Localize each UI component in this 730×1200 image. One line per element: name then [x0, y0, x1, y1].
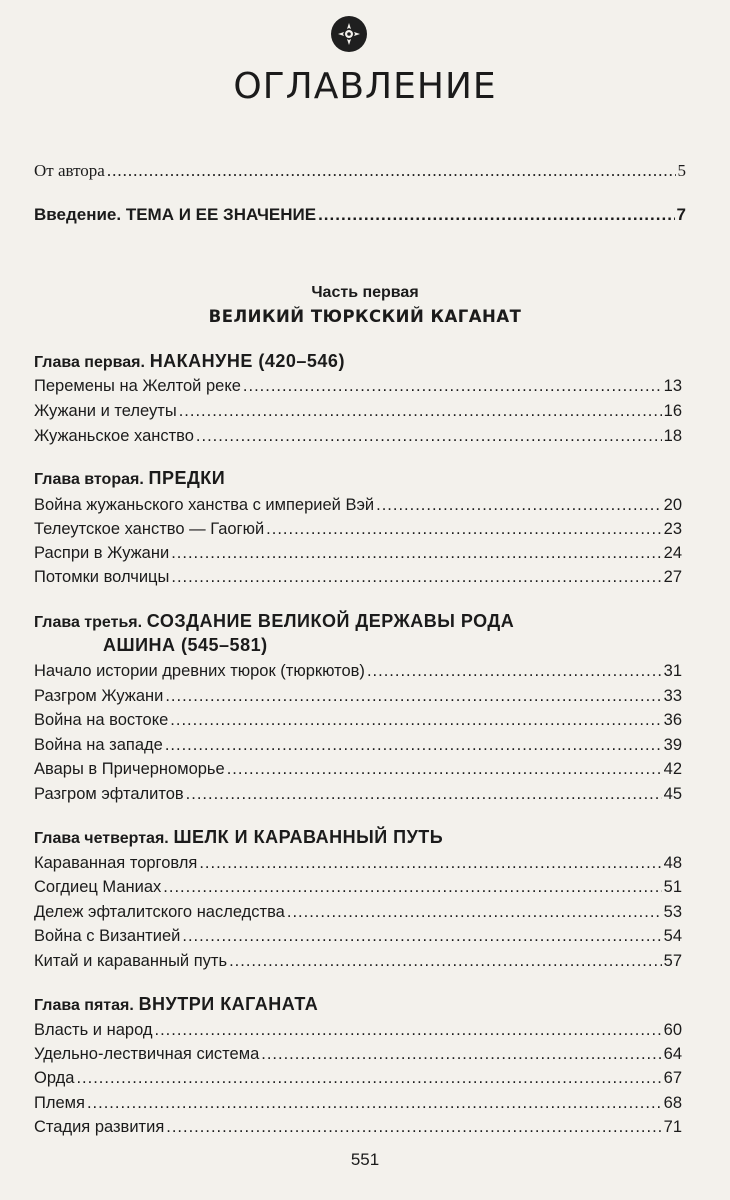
entry-page: 16: [663, 402, 682, 420]
toc-entry[interactable]: [34, 709, 682, 731]
entry-page: 48: [663, 854, 682, 872]
entry-page: 39: [663, 736, 682, 754]
part-label: Часть первая: [311, 284, 419, 301]
entry-page: 60: [663, 1021, 682, 1039]
leader-dots: [182, 925, 661, 947]
entry-page: 42: [663, 760, 682, 778]
toc-entry[interactable]: [34, 1092, 682, 1114]
leader-dots: [376, 494, 662, 516]
entry-title: Дележ эфталитского наследства: [34, 903, 285, 921]
leader-dots: [76, 1067, 661, 1089]
entry-title: Распри в Жужани: [34, 544, 170, 562]
entry-title: Стадия развития: [34, 1118, 165, 1136]
chapter-heading-3[interactable]: [34, 610, 686, 634]
leader-dots: [318, 204, 674, 226]
toc-entry[interactable]: [34, 542, 682, 564]
toc-entry[interactable]: [34, 950, 682, 972]
chapter-label: Глава пятая.: [34, 997, 134, 1014]
entry-page: 57: [663, 952, 682, 970]
entry-title: Племя: [34, 1094, 85, 1112]
part-title: ВЕЛИКИЙ ТЮРКСКИЙ КАГАНАТ: [208, 307, 522, 326]
leader-dots: [229, 950, 662, 972]
toc-entry[interactable]: [34, 494, 682, 516]
entry-page: 27: [663, 568, 682, 586]
toc-entry[interactable]: [34, 758, 682, 780]
leader-dots: [170, 709, 661, 731]
entry-title: Власть и народ: [34, 1021, 153, 1039]
ornament-glyph: [336, 21, 362, 47]
toc-entry[interactable]: [34, 566, 682, 588]
entry-title: Война жужаньского ханства с империей Вэй: [34, 496, 375, 514]
entry-title: Война на западе: [34, 736, 163, 754]
toc-entry[interactable]: [34, 783, 682, 805]
entry-title: Караванная торговля: [34, 854, 198, 872]
entry-page: 71: [663, 1118, 682, 1136]
entry-title: Перемены на Желтой реке: [34, 377, 241, 395]
entry-page: 68: [663, 1094, 682, 1112]
toc-entry[interactable]: [34, 1043, 682, 1065]
entry-title: От автора: [34, 161, 105, 180]
chapter-title: ПРЕДКИ: [148, 468, 226, 488]
leader-dots: [107, 160, 676, 182]
entry-title: Телеутское ханство — Гаогюй: [34, 520, 265, 538]
decorative-cross-ornament-icon: [331, 16, 367, 52]
leader-dots: [196, 425, 662, 447]
entry-page: 64: [663, 1045, 682, 1063]
chapter-title: ВНУТРИ КАГАНАТА: [138, 994, 319, 1014]
chapter-heading-4[interactable]: [34, 826, 686, 850]
leader-dots: [199, 852, 661, 874]
leader-dots: [171, 542, 661, 564]
toc-entry[interactable]: [34, 1019, 682, 1041]
toc-entry[interactable]: [34, 400, 682, 422]
chapter-title: НАКАНУНЕ (420–546): [149, 351, 345, 371]
entry-title: Потомки волчицы: [34, 568, 170, 586]
chapter-label: Глава первая.: [34, 354, 145, 371]
leader-dots: [261, 1043, 661, 1065]
entry-page: 7: [676, 205, 686, 224]
leader-dots: [243, 375, 662, 397]
toc-entry[interactable]: [34, 518, 682, 540]
toc-entry[interactable]: [34, 852, 682, 874]
entry-page: 23: [663, 520, 682, 538]
entry-title: Согдиец Маниах: [34, 878, 162, 896]
entry-title: Начало истории древних тюрок (тюркютов): [34, 662, 365, 680]
entry-title: Авары в Причерноморье: [34, 760, 225, 778]
entry-page: 53: [663, 903, 682, 921]
chapter-title-continued: АШИНА (545–581): [103, 635, 268, 655]
toc-entry[interactable]: [34, 375, 682, 397]
chapter-title: ШЕЛК И КАРАВАННЫЙ ПУТЬ: [173, 827, 444, 847]
toc-entry-author[interactable]: [34, 160, 686, 182]
entry-page: 36: [663, 711, 682, 729]
chapter-label: Глава вторая.: [34, 471, 144, 488]
entry-page: 67: [663, 1069, 682, 1087]
leader-dots: [266, 518, 661, 540]
entry-page: 45: [663, 785, 682, 803]
entry-page: 31: [663, 662, 682, 680]
leader-dots: [166, 1116, 661, 1138]
chapter-heading-1[interactable]: [34, 350, 686, 374]
leader-dots: [87, 1092, 662, 1114]
toc-entry[interactable]: [34, 660, 682, 682]
entry-title: Война на востоке: [34, 711, 169, 729]
chapter-label: Глава третья.: [34, 614, 143, 631]
entry-page: 5: [677, 161, 686, 180]
leader-dots: [171, 566, 661, 588]
leader-dots: [367, 660, 662, 682]
entry-title: Орда: [34, 1069, 75, 1087]
entry-page: 18: [663, 427, 682, 445]
toc-entry[interactable]: [34, 901, 682, 923]
toc-entry[interactable]: [34, 1067, 682, 1089]
toc-entry[interactable]: [34, 734, 682, 756]
leader-dots: [165, 685, 661, 707]
entry-title: Жужани и телеуты: [34, 402, 177, 420]
leader-dots: [186, 783, 662, 805]
entry-title: Жужаньское ханство: [34, 427, 194, 445]
entry-title: Введение. ТЕМА И ЕЕ ЗНАЧЕНИЕ: [34, 205, 317, 224]
chapter-title: СОЗДАНИЕ ВЕЛИКОЙ ДЕРЖАВЫ РОДА: [146, 611, 515, 631]
entry-page: 20: [663, 496, 682, 514]
leader-dots: [165, 734, 662, 756]
entry-title: Удельно-лествичная система: [34, 1045, 260, 1063]
toc-entry[interactable]: [34, 685, 682, 707]
chapter-label: Глава четвертая.: [34, 830, 169, 847]
leader-dots: [179, 400, 662, 422]
leader-dots: [287, 901, 662, 923]
entry-page: 33: [663, 687, 682, 705]
entry-title: Разгром Жужани: [34, 687, 164, 705]
leader-dots: [163, 876, 661, 898]
entry-title: Война с Византией: [34, 927, 181, 945]
toc-entry-introduction[interactable]: [34, 204, 686, 226]
entry-page: 51: [663, 878, 682, 896]
chapter-heading-5[interactable]: [34, 993, 686, 1017]
entry-title: Разгром эфталитов: [34, 785, 184, 803]
page-number: 551: [350, 1150, 380, 1169]
toc-entry[interactable]: [34, 1116, 682, 1138]
leader-dots: [227, 758, 662, 780]
entry-title: Китай и караванный путь: [34, 952, 228, 970]
toc-entry[interactable]: [34, 876, 682, 898]
entry-page: 13: [663, 377, 682, 395]
leader-dots: [155, 1019, 662, 1041]
entry-page: 24: [663, 544, 682, 562]
page-heading: ОГЛАВЛЕНИЕ: [233, 66, 497, 107]
chapter-heading-2[interactable]: [34, 467, 686, 491]
entry-page: 54: [663, 927, 682, 945]
toc-entry[interactable]: [34, 425, 682, 447]
toc-entry[interactable]: [34, 925, 682, 947]
